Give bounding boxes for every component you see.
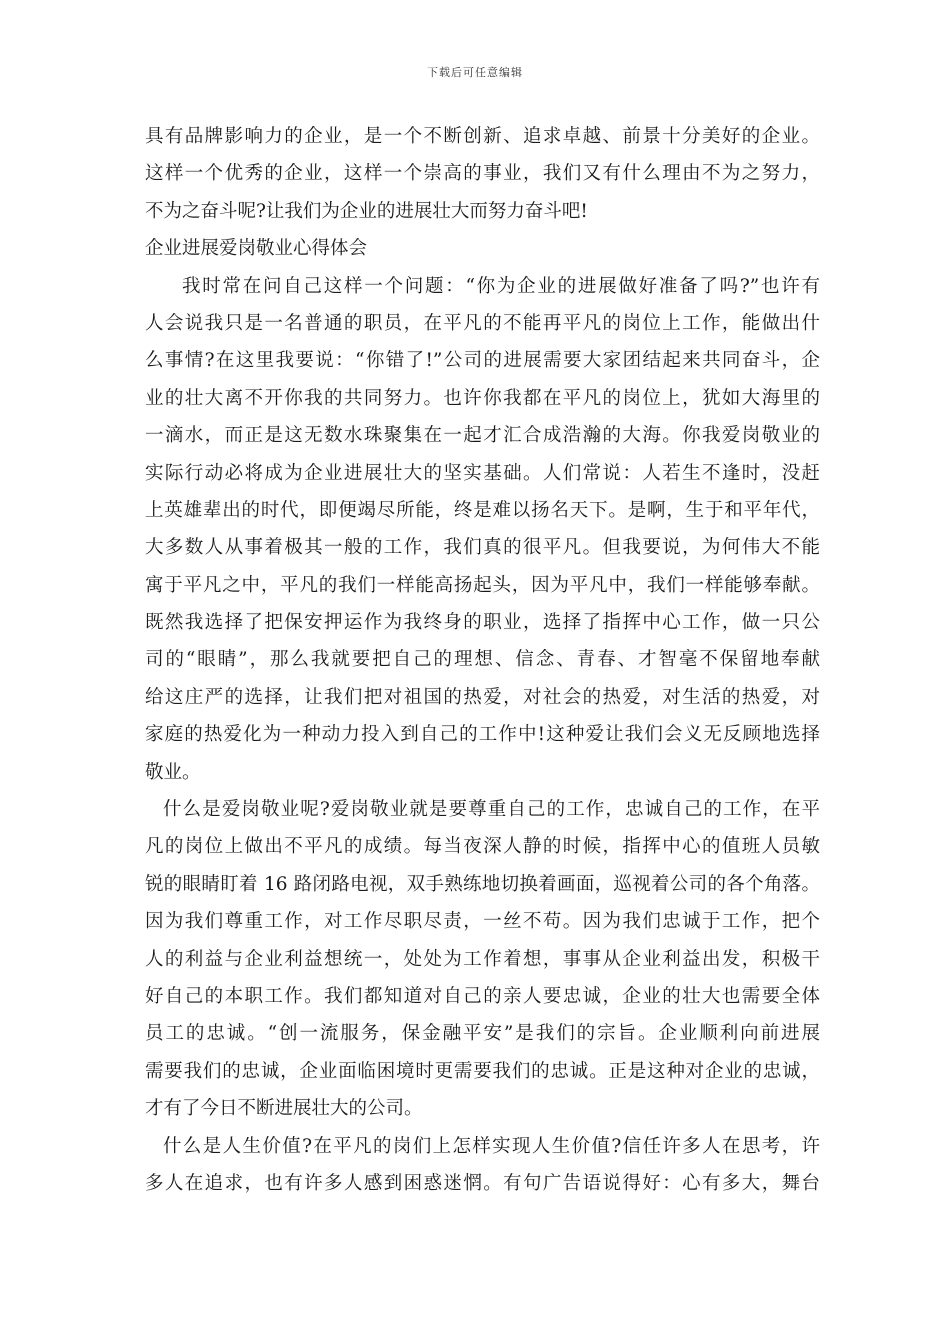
text-line: 人会说我只是一名普通的职员，在平凡的不能再平凡的岗位上工作，能做出什 — [145, 312, 820, 334]
text-line: 这样一个优秀的企业，这样一个崇高的事业，我们又有什么理由不为之努力， — [145, 163, 820, 185]
text-line: 锐的眼睛盯着 16 路闭路电视，双手熟练地切换着画面，巡视着公司的各个角落。 — [145, 873, 820, 895]
text-line: 不为之奋斗呢?让我们为企业的进展壮大而努力奋斗吧! — [145, 200, 588, 222]
text-line: 给这庄严的选择，让我们把对祖国的热爱，对社会的热爱，对生活的热爱，对 — [145, 686, 820, 708]
text-line: 凡的岗位上做出不平凡的成绩。每当夜深人静的时候，指挥中心的值班人员敏 — [145, 836, 820, 858]
page-header-note: 下载后可任意编辑 — [427, 66, 523, 79]
text-line: 员工的忠诚。“创一流服务，保金融平安”是我们的宗旨。企业顺利向前进展 — [145, 1023, 820, 1045]
text-line: 我时常在问自己这样一个问题：“你为企业的进展做好准备了吗?”也许有 — [182, 275, 820, 297]
text-line: 司的“眼睛”，那么我就要把自己的理想、信念、青春、才智毫不保留地奉献 — [145, 649, 820, 671]
text-line: 因为我们尊重工作，对工作尽职尽责，一丝不苟。因为我们忠诚于工作，把个 — [145, 911, 820, 933]
text-line: 寓于平凡之中，平凡的我们一样能高扬起头，因为平凡中，我们一样能够奉献。 — [145, 574, 820, 596]
text-line: 具有品牌影响力的企业，是一个不断创新、追求卓越、前景十分美好的企业。 — [145, 126, 820, 147]
text-line: 既然我选择了把保安押运作为我终身的职业，选择了指挥中心工作，做一只公 — [145, 612, 820, 634]
text-line: 需要我们的忠诚，企业面临困境时更需要我们的忠诚。正是这种对企业的忠诚， — [145, 1060, 820, 1082]
text-line: 实际行动必将成为企业进展壮大的坚实基础。人们常说：人若生不逢时，没赶 — [145, 462, 820, 484]
text-line: 么事情?在这里我要说：“你错了!”公司的进展需要大家团结起来共同奋斗，企 — [145, 350, 820, 372]
text-line: 大多数人从事着极其一般的工作，我们真的很平凡。但我要说，为何伟大不能 — [145, 537, 820, 559]
document-body — [145, 118, 820, 1202]
text-line: 上英雄辈出的时代，即便竭尽所能，终是难以扬名天下。是啊，生于和平年代， — [145, 499, 820, 521]
text-line: 好自己的本职工作。我们都知道对自己的亲人要忠诚，企业的壮大也需要全体 — [145, 985, 820, 1007]
text-line: 一滴水，而正是这无数水珠聚集在一起才汇合成浩瀚的大海。你我爱岗敬业的 — [145, 425, 820, 447]
text-line: 什么是人生价值?在平凡的岗们上怎样实现人生价值?信任许多人在思考，许 — [163, 1135, 820, 1157]
text-line: 业的壮大离不开你我的共同努力。也许你我都在平凡的岗位上，犹如大海里的 — [145, 387, 820, 409]
text-line: 才有了今日不断进展壮大的公司。 — [145, 1098, 423, 1120]
text-line: 敬业。 — [145, 761, 201, 783]
text-line: 人的利益与企业利益想统一，处处为工作着想，事事从企业利益出发，积极干 — [145, 948, 820, 970]
text-line: 多人在追求，也有许多人感到困惑迷惘。有句广告语说得好：心有多大，舞台 — [145, 1172, 820, 1194]
section-heading: 企业进展爱岗敬业心得体会 — [145, 238, 368, 260]
text-line: 什么是爱岗敬业呢?爱岗敬业就是要尊重自己的工作，忠诚自己的工作，在平 — [163, 799, 820, 821]
text-line: 家庭的热爱化为一种动力投入到自己的工作中!这种爱让我们会义无反顾地选择 — [145, 724, 820, 746]
